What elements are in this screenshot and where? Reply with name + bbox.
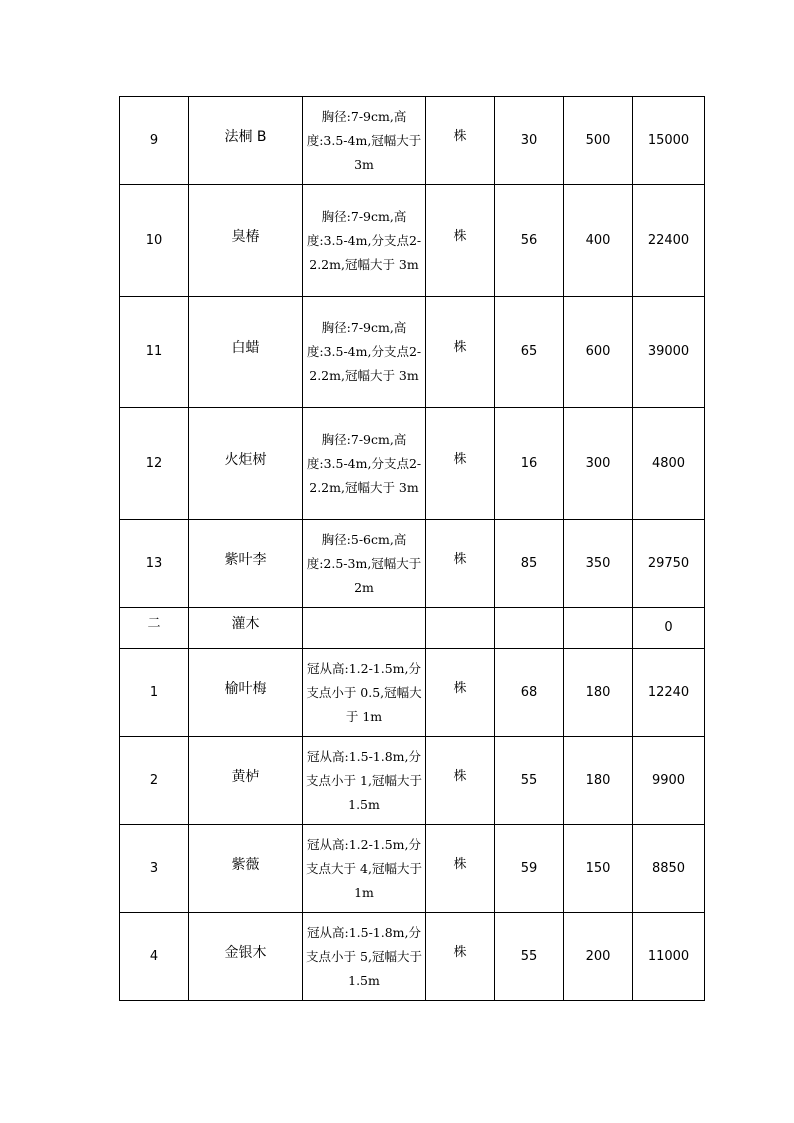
total-price: 22400 [633,185,705,297]
plant-name: 金银木 [189,913,303,1001]
plant-name: 紫薇 [189,825,303,913]
row-number: 二 [120,608,189,649]
quantity: 16 [495,408,564,520]
plant-name: 白蜡 [189,297,303,408]
total-price: 8850 [633,825,705,913]
quantity: 55 [495,737,564,825]
unit: 株 [426,520,495,608]
total-price: 0 [633,608,705,649]
plant-name: 榆叶梅 [189,649,303,737]
table-row [120,520,705,608]
quantity [495,608,564,649]
row-number: 9 [120,97,189,185]
unit-price: 400 [564,185,633,297]
unit: 株 [426,825,495,913]
table-row [120,408,705,520]
total-price: 39000 [633,297,705,408]
unit: 株 [426,408,495,520]
table-row [120,737,705,825]
total-price: 9900 [633,737,705,825]
unit-price: 350 [564,520,633,608]
unit: 株 [426,297,495,408]
unit-price: 200 [564,913,633,1001]
row-number: 4 [120,913,189,1001]
plant-spec: 胸径:7-9cm,高度:3.5-4m,冠幅大于 3m [303,97,426,185]
plant-spec [303,608,426,649]
quantity: 59 [495,825,564,913]
unit: 株 [426,737,495,825]
plant-spec: 胸径:7-9cm,高度:3.5-4m,分支点2-2.2m,冠幅大于 3m [303,185,426,297]
unit-price: 180 [564,649,633,737]
plant-spec: 冠从高:1.2-1.5m,分支点大于 4,冠幅大于 1m [303,825,426,913]
plant-name: 臭椿 [189,185,303,297]
plant-spec: 胸径:5-6cm,高度:2.5-3m,冠幅大于 2m [303,520,426,608]
unit-price: 150 [564,825,633,913]
row-number: 11 [120,297,189,408]
unit: 株 [426,649,495,737]
total-price: 11000 [633,913,705,1001]
table-row [120,649,705,737]
plant-spec: 冠从高:1.5-1.8m,分支点小于 1,冠幅大于 1.5m [303,737,426,825]
unit: 株 [426,97,495,185]
table-row [120,825,705,913]
quantity: 56 [495,185,564,297]
plant-price-table [119,96,705,1001]
row-number: 2 [120,737,189,825]
row-number: 1 [120,649,189,737]
table-row [120,185,705,297]
row-number: 12 [120,408,189,520]
table-row [120,913,705,1001]
plant-name: 黄栌 [189,737,303,825]
unit-price: 600 [564,297,633,408]
plant-name: 灌木 [189,608,303,649]
plant-name: 紫叶李 [189,520,303,608]
unit: 株 [426,185,495,297]
plant-spec: 冠从高:1.5-1.8m,分支点小于 5,冠幅大于 1.5m [303,913,426,1001]
total-price: 12240 [633,649,705,737]
unit-price: 500 [564,97,633,185]
plant-spec: 胸径:7-9cm,高度:3.5-4m,分支点2-2.2m,冠幅大于 3m [303,297,426,408]
unit-price [564,608,633,649]
row-number: 10 [120,185,189,297]
quantity: 55 [495,913,564,1001]
total-price: 15000 [633,97,705,185]
table-row [120,97,705,185]
total-price: 29750 [633,520,705,608]
quantity: 68 [495,649,564,737]
unit-price: 180 [564,737,633,825]
plant-name: 法桐 B [189,97,303,185]
row-number: 3 [120,825,189,913]
quantity: 30 [495,97,564,185]
quantity: 65 [495,297,564,408]
plant-spec: 冠从高:1.2-1.5m,分支点小于 0.5,冠幅大于 1m [303,649,426,737]
row-number: 13 [120,520,189,608]
table-row [120,297,705,408]
table-row [120,608,705,649]
plant-name: 火炬树 [189,408,303,520]
unit-price: 300 [564,408,633,520]
unit: 株 [426,913,495,1001]
plant-spec: 胸径:7-9cm,高度:3.5-4m,分支点2-2.2m,冠幅大于 3m [303,408,426,520]
unit [426,608,495,649]
quantity: 85 [495,520,564,608]
total-price: 4800 [633,408,705,520]
